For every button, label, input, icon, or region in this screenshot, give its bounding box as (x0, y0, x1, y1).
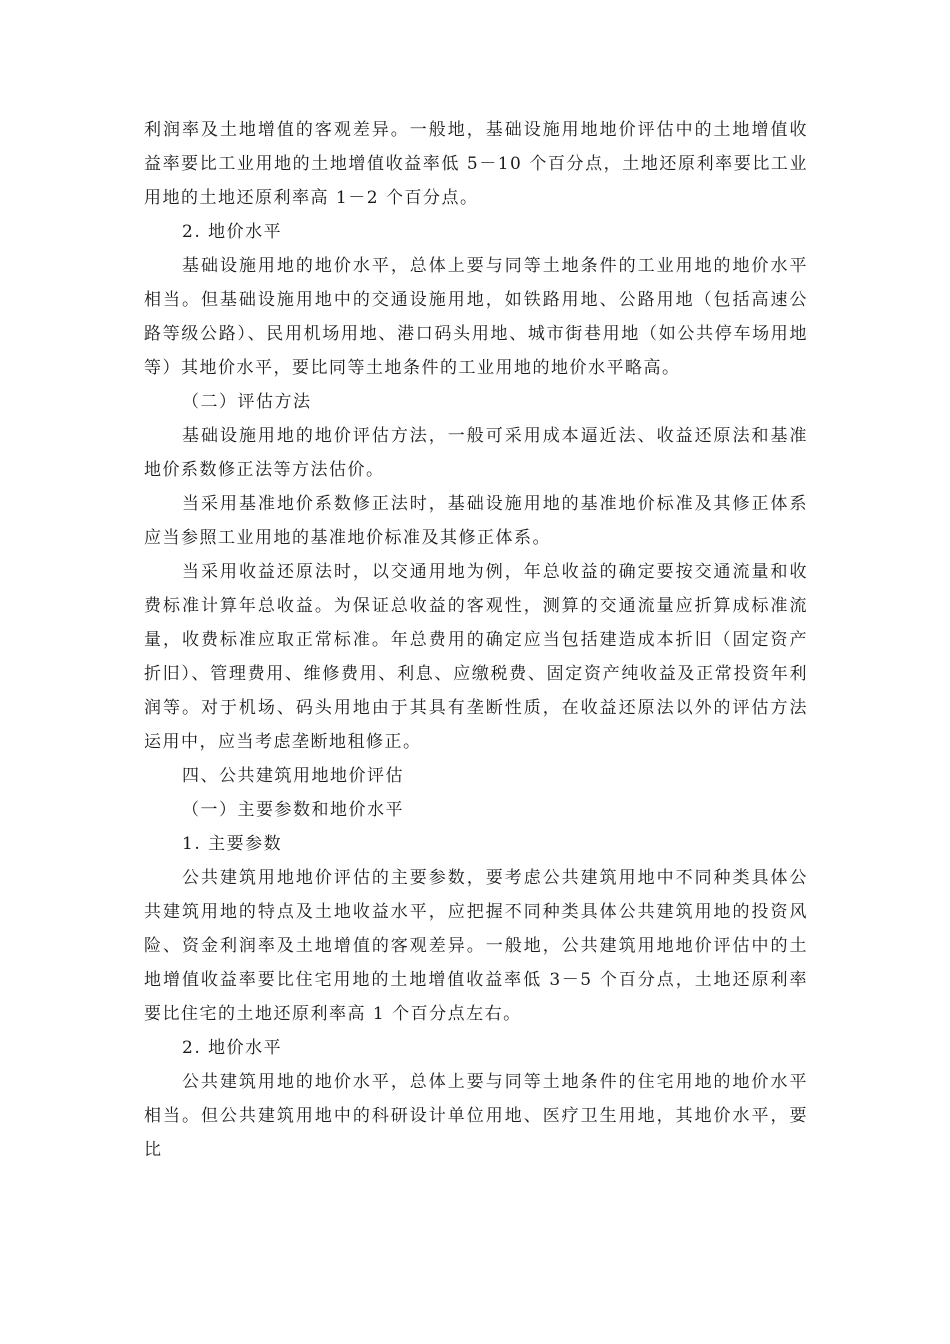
subsection-heading: （一）主要参数和地价水平 (182, 800, 404, 820)
heading-valuation-methods: （二）评估方法 (182, 392, 312, 412)
section-heading: 四、公共建筑用地地价评估 (182, 766, 404, 786)
paragraph: 基础设施用地的地价水平，总体上要与同等土地条件的工业用地的地价水平相当。但基础设施用地中的交通设施用地，如铁路用地、公路用地（包括高速公路等级公路）、民用机场用地、港口码头用地、城市街巷用地（如公共停车场用地等）其地价水平，要比同等土地条件的工业用地的地价水平略高。 (144, 256, 808, 378)
paragraph: 公共建筑用地的地价水平，总体上要与同等土地条件的住宅用地的地价水平相当。但公共建筑用地中的科研设计单位用地、医疗卫生用地，其地价水平，要比 (144, 1072, 808, 1160)
paragraph: 公共建筑用地地价评估的主要参数，要考虑公共建筑用地中不同种类具体公共建筑用地的特点及土地收益水平，应把握不同种类具体公共建筑用地的投资风险、资金利润率及土地增值的客观差异。一般地，公共建筑用地地价评估中的土地增值收益率要比住宅用地的土地增值收益率低 3－5 个百分点，土地还原利率要比住宅的土地还原利率高 1 个百分点左右。 (144, 868, 808, 1024)
heading-land-price-level: 2. 地价水平 (182, 222, 283, 242)
paragraph-continuation: 利润率及土地增值的客观差异。一般地，基础设施用地地价评估中的土地增值收益率要比工业用地的土地增值收益率低 5－10 个百分点，土地还原利率要比工业用地的土地还原利率高 1－2 个百分点。 (144, 120, 808, 208)
paragraph: 当采用收益还原法时，以交通用地为例，年总收益的确定要按交通流量和收费标准计算年总收益。为保证总收益的客观性，测算的交通流量应折算成标准流量，收费标准应取正常标准。年总费用的确定应当包括建造成本折旧（固定资产折旧）、管理费用、维修费用、利息、应缴税费、固定资产纯收益及正常投资年利润等。对于机场、码头用地由于其具有垄断性质，在收益还原法以外的评估方法运用中，应当考虑垄断地租修正。 (144, 562, 808, 752)
heading-land-price-level: 2. 地价水平 (182, 1038, 283, 1058)
heading-main-parameters: 1. 主要参数 (182, 834, 283, 854)
document-body (144, 113, 808, 1167)
paragraph: 当采用基准地价系数修正法时，基础设施用地的基准地价标准及其修正体系应当参照工业用地的基准地价标准及其修正体系。 (144, 494, 808, 548)
paragraph: 基础设施用地的地价评估方法，一般可采用成本逼近法、收益还原法和基准地价系数修正法等方法估价。 (144, 426, 808, 480)
